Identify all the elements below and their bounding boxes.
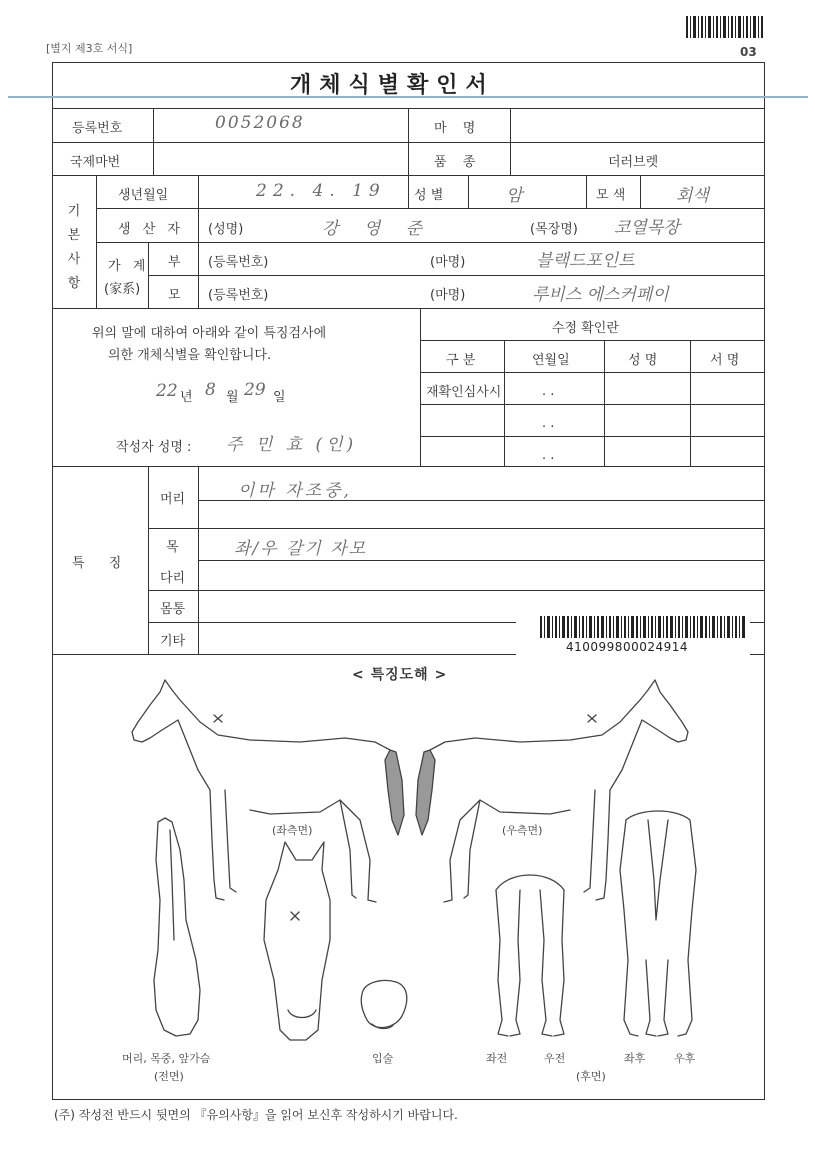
date-year-unit: 년 [180,390,193,405]
rev-date-2: . . [542,416,555,431]
date-month-unit: 월 [226,390,239,405]
sex-value: 암 [506,186,523,206]
page-number: 03 [740,45,757,59]
front-left-caption: 좌전 [486,1052,508,1065]
revision-title: 수정 확인란 [552,321,619,336]
birth-label: 생년월일 [118,188,169,203]
etc-label: 기타 [160,634,186,649]
footnote: (주) 작성전 반드시 뒷면의 『유의사항』을 읽어 보신후 작성하시기 바랍니다. [54,1108,458,1122]
date-year-value: 22 [156,381,178,401]
lips [361,981,407,1029]
head-front [264,842,330,1040]
rev-col-name: 성 명 [628,353,658,368]
diagram-title: < 특징도해 > [352,667,448,683]
head-label: 머리 [160,492,186,507]
producer-name-label: (성명) [208,222,244,237]
front-right-caption: 우전 [544,1052,566,1065]
front-legs [496,875,564,1036]
breed-value: 더러브렛 [608,155,659,170]
front-view-caption: (전면) [154,1070,184,1083]
farm-value: 코열목장 [614,218,680,238]
sire-label: 부 [168,255,181,270]
date-day-unit: 일 [273,390,286,405]
head-value: 이마 자조중, [238,481,352,501]
rev-row-label: 재확인심사시 [426,385,502,400]
date-month-value: 8 [205,380,216,400]
sire-reg-label: (등록번호) [208,255,269,270]
dam-reg-label: (등록번호) [208,288,269,303]
reg-no-value: 0052068 [215,113,305,133]
hind-legs [620,811,696,1036]
rev-col-sign: 서 명 [710,353,740,368]
dam-name-value: 루비스 에스커페이 [532,285,669,305]
producer-label: 생 산 자 [118,222,184,237]
left-side-caption: (좌측면) [272,824,313,837]
color-value: 회색 [676,186,709,206]
birth-value: 22. 4. 19 [256,181,386,201]
confirm-text-1: 위의 말에 대하여 아래와 같이 특징검사에 [92,326,327,341]
body-label: 몸통 [160,602,186,617]
pedigree-label: 가 계 [108,259,150,274]
rev-col-date: 연월일 [532,353,570,368]
hind-left-caption: 좌후 [624,1052,646,1065]
right-side-horse [416,680,688,902]
dam-name-label: (마명) [430,288,466,303]
sex-label: 성 별 [414,188,444,203]
rev-col-type: 구 분 [446,353,476,368]
pedigree-hanja: (家系) [104,282,141,297]
color-label: 모 색 [596,188,626,203]
basic-section-label: 기본사항 [67,204,81,291]
rev-date-3: . . [542,448,555,463]
confirm-text-2: 의한 개체식별을 확인합니다. [108,348,272,363]
neck-label: 목 [166,540,179,555]
hind-right-caption: 우후 [674,1052,696,1065]
breed-label: 품 종 [434,155,482,170]
dam-label: 모 [168,288,181,303]
features-section-label: 특 징 [72,556,132,571]
front-caption: 머리, 목중, 앞가슴 [122,1052,211,1065]
left-side-horse [132,680,404,902]
date-day-value: 29 [244,380,266,400]
farm-label: (목장명) [530,222,578,237]
lips-caption: 입술 [372,1052,394,1065]
form-id: [별지 제3호 서식] [46,42,133,55]
front-neck-chest [154,818,200,1036]
rear-view-caption: (후면) [576,1070,606,1083]
neck-value: 좌/우 갈기 자모 [234,539,368,559]
intl-name-label: 국제마번 [70,155,121,170]
author-value: 주 민 효 (인) [226,435,358,455]
author-label: 작성자 성명 : [116,440,192,455]
sire-name-value: 블랙드포인트 [536,251,635,271]
producer-name-value: 강 영 준 [322,219,433,239]
rev-date-1: . . [542,384,555,399]
barcode-number: 410099800024914 [566,640,689,654]
legs-label: 다리 [160,571,186,586]
right-side-caption: (우측면) [502,824,543,837]
document-title: 개체식별확인서 [290,73,495,98]
horse-name-label: 마 명 [434,121,482,136]
reg-no-label: 등록번호 [72,121,123,136]
sire-name-label: (마명) [430,255,466,270]
